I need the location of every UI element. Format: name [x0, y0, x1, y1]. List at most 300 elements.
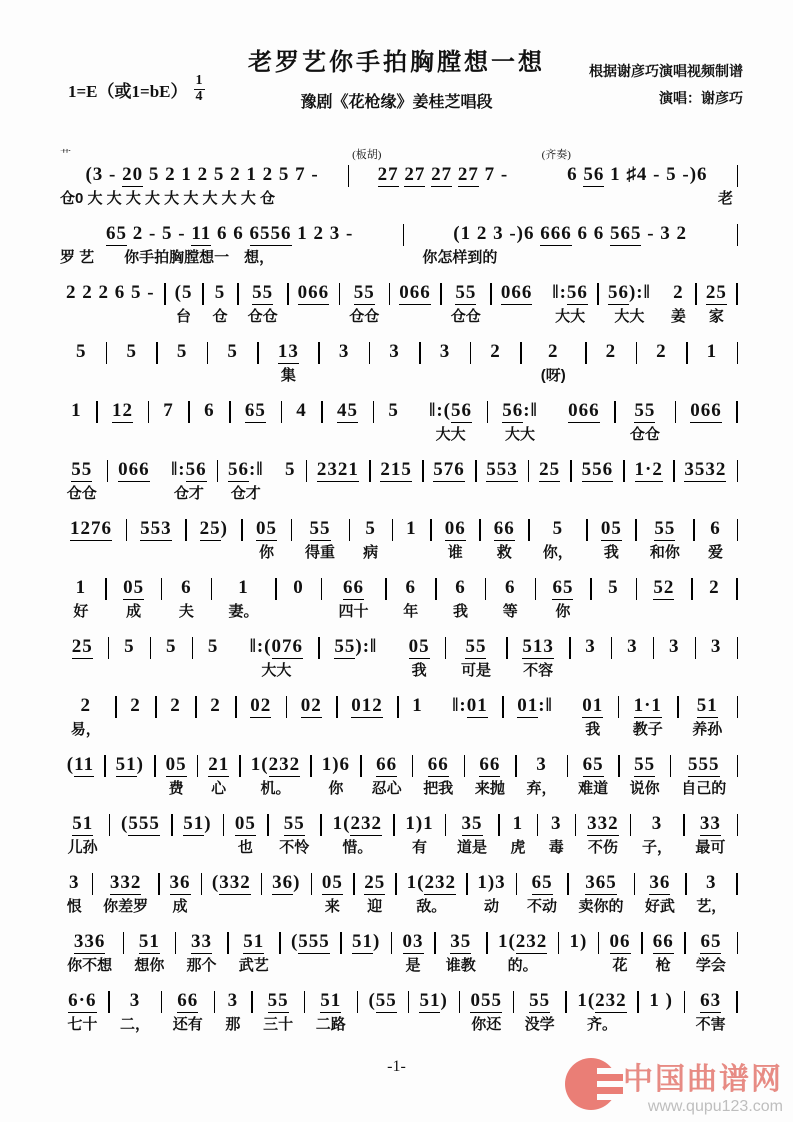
measure-cell: [445, 811, 498, 858]
measure-cell: [175, 929, 227, 976]
note-text: 3: [536, 754, 547, 775]
measure-cell: [56, 221, 403, 268]
measure-cell: [234, 634, 319, 681]
measure-cell: [412, 752, 464, 799]
measure-cell: [586, 339, 636, 386]
measure-cell: [636, 516, 694, 563]
note-text: 5: [227, 341, 238, 362]
lyric-text: [130, 542, 182, 563]
note-text: 55: [455, 282, 477, 303]
measure-cell: [56, 752, 105, 799]
note-text: (3 - 20 5 2 1 2 5 2 1 2 5 7 -: [85, 164, 319, 185]
lyric-text: 谁: [447, 544, 463, 561]
note-text: 1)6: [321, 754, 351, 775]
measure-cell: [286, 693, 337, 740]
measure-cell: [642, 929, 685, 976]
lyric-text: [393, 306, 437, 327]
measure-cell: [670, 752, 737, 799]
measure-cell: [56, 634, 108, 681]
note-text: 2: [80, 695, 91, 716]
measure-cell: [694, 516, 737, 563]
lyric-text: 恨: [66, 898, 82, 915]
measure-cell: [56, 457, 107, 504]
lyric-text: 不害: [695, 1016, 726, 1033]
note-text: 27 27 27 27 7 -: [377, 164, 509, 185]
note-text: 1276: [70, 518, 113, 539]
lyric-text: [196, 660, 230, 681]
measure-cell: [529, 516, 587, 563]
measure-cell: [436, 575, 486, 622]
lyric-text: 大大: [261, 662, 292, 679]
time-signature-numerator: 1: [195, 73, 203, 88]
note-text: 5: [126, 341, 137, 362]
measure-cell: [537, 811, 575, 858]
note-text: 5: [124, 636, 135, 657]
lyric-text: 敌。: [416, 898, 447, 915]
note-text: 365: [585, 872, 617, 893]
note-text: 56:‖: [228, 459, 264, 480]
note-text: 066: [690, 400, 722, 421]
measure-cell: [196, 693, 236, 740]
lyric-text: [640, 601, 688, 622]
measure-cell: [684, 811, 737, 858]
lyric-text: [161, 365, 203, 386]
note-text: 1: [71, 400, 82, 421]
measure-cell: [126, 516, 186, 563]
measure-cell: [276, 575, 321, 622]
measure-cell: [349, 516, 392, 563]
measure-cell: [535, 575, 591, 622]
note-text: 02: [250, 695, 272, 716]
measure-cell: [619, 752, 671, 799]
lyric-text: [326, 424, 369, 445]
measure-cell: [636, 339, 686, 386]
note-text: 1: [238, 577, 249, 598]
note-text: 55: [283, 813, 305, 834]
lyric-text: 儿孙: [67, 839, 98, 856]
note-text: 65: [552, 577, 574, 598]
lyric-text: [474, 365, 516, 386]
note-text: 1)1: [405, 813, 434, 834]
measure-cell: [467, 870, 517, 917]
measure-cell: [56, 398, 97, 445]
note-text: 36: [649, 872, 671, 893]
note-text: 2: [547, 341, 559, 362]
lyric-text: 四十: [338, 603, 369, 620]
measure-cell: [159, 870, 201, 917]
lyric-text: 最可: [695, 839, 726, 856]
measure-cell: [441, 280, 491, 327]
lyric-text: [480, 483, 525, 504]
measure-cell: [214, 988, 252, 1035]
lyric-text: 仓仓: [349, 308, 380, 325]
note-text: 05: [165, 754, 187, 775]
note-text: 55: [654, 518, 676, 539]
measure-cell: [470, 339, 520, 386]
music-system: [56, 575, 737, 622]
note-text: 2 2 2 6 5 -: [66, 282, 155, 303]
lyric-text: 难道: [578, 780, 609, 797]
note-text: 5: [214, 282, 226, 303]
note-text: 066: [500, 282, 533, 303]
note-text: ‖:56: [171, 459, 207, 480]
lyric-text: [109, 778, 151, 799]
note-text: 553: [140, 518, 172, 539]
lyric-text: 动: [483, 898, 499, 915]
lyric-text: 那: [225, 1016, 241, 1033]
note-text: 65 2 - 5 - 11 6 6 6556 1 2 3 -: [105, 223, 354, 244]
time-signature-denominator: 4: [195, 88, 203, 104]
lyric-text: 仓仓: [247, 308, 278, 325]
lyric-text: [60, 424, 93, 445]
measure-cell: [684, 988, 737, 1035]
note-text: 2: [210, 695, 221, 716]
measure-cell: [591, 575, 636, 622]
measure-cell: [687, 339, 737, 386]
note-text: (332: [211, 872, 251, 893]
lyric-text: [628, 483, 670, 504]
lyric-text: 还有: [172, 1016, 203, 1033]
measure-cell: [160, 457, 217, 504]
lyric-text: [154, 660, 188, 681]
measure-cell: [288, 280, 340, 327]
lyric-text: 你，: [542, 544, 573, 561]
measure-cell: [339, 280, 389, 327]
measure-cell: [56, 811, 109, 858]
lyric-text: 仓仓: [66, 485, 97, 502]
measure-cell: [516, 752, 568, 799]
lyric-text: [691, 365, 733, 386]
music-system: [56, 929, 737, 976]
lyric-text: 大大: [614, 308, 645, 325]
note-text: (5: [174, 282, 193, 303]
lyric-text: 你怎样到的: [407, 249, 498, 266]
note-text: 3: [439, 341, 451, 362]
measure-cell: [56, 280, 165, 327]
note-text: 1·2: [634, 459, 663, 480]
measure-cell: [197, 752, 240, 799]
lyric-text: 养孙: [692, 721, 723, 738]
lyric-text: 卖你的: [578, 898, 624, 915]
note-text: 332: [109, 872, 142, 893]
note-text: 66: [427, 754, 449, 775]
lyric-text: [699, 660, 733, 681]
music-system: [56, 870, 737, 917]
lyric-text: 妻。: [228, 603, 259, 620]
measure-cell: [566, 988, 638, 1035]
lyric-text: 仓仓: [450, 308, 481, 325]
measure-cell: [192, 634, 234, 681]
measure-cell: [217, 457, 274, 504]
measure-cell: [373, 398, 414, 445]
note-text: 65: [531, 872, 553, 893]
measure-cell: [211, 575, 276, 622]
lyric-text: [292, 306, 336, 327]
note-text: 55: [353, 282, 375, 303]
measure-cell: [321, 575, 386, 622]
measure-cell: [370, 457, 423, 504]
lyric-text: 虎: [510, 839, 526, 856]
lyric-text: 毒: [548, 839, 564, 856]
measure-cell: [203, 280, 238, 327]
measure-cell: [630, 811, 683, 858]
lyric-text: 罗 艺 你手拍胸膛想一 想，: [60, 249, 275, 266]
measure-cell: [291, 516, 349, 563]
lyric-text: 仓才: [173, 485, 204, 502]
music-system: [56, 634, 737, 681]
lyric-text: 我: [411, 662, 427, 679]
lyric-text: 道是: [457, 839, 488, 856]
note-text: 03: [402, 931, 424, 952]
measure-cell: [319, 339, 369, 386]
note-text: 1: [406, 518, 417, 539]
lyric-text: [323, 660, 389, 681]
lyric-text: [696, 601, 733, 622]
lyric-text: 大大: [555, 308, 586, 325]
note-text: 01:‖: [517, 695, 553, 716]
note-text: 33: [191, 931, 213, 952]
lyric-text: [176, 837, 220, 858]
note-text: 55: [634, 754, 656, 775]
note-text: 012: [351, 695, 383, 716]
measure-cell: [516, 870, 567, 917]
measure-cell: [675, 398, 737, 445]
lyric-text: 弃，: [526, 780, 557, 797]
lyric-text: 的。: [507, 957, 538, 974]
measure-cell: [228, 929, 280, 976]
lyric-text: 家: [708, 308, 724, 325]
note-text: 2: [656, 341, 667, 362]
measure-cell: [274, 457, 306, 504]
measure-cell: [686, 870, 737, 917]
page-number: -1-: [387, 1058, 406, 1075]
note-text: 5: [608, 577, 619, 598]
measure-cell: [148, 398, 189, 445]
lyric-text: [615, 660, 649, 681]
measure-cell: [106, 575, 162, 622]
measure-cell: [571, 457, 624, 504]
lyric-text: 也: [237, 839, 253, 856]
measure-cell: [106, 339, 156, 386]
lyric-text: 仓0 大 大 大 大 大 大 大 大 大 仓: [60, 190, 276, 207]
note-text: 3: [389, 341, 400, 362]
note-text: 6: [504, 577, 516, 598]
note-text: 36: [169, 872, 191, 893]
note-text: 5: [75, 341, 87, 362]
lyric-text: [678, 483, 733, 504]
lyric-text: 我: [452, 603, 468, 620]
measure-cell: [157, 339, 207, 386]
measure-cell: [236, 693, 287, 740]
lyric-text: [590, 365, 632, 386]
note-text: 51: [138, 931, 160, 952]
note-text: 55: [252, 282, 274, 303]
measure-cell: [186, 516, 242, 563]
lyric-text: [280, 601, 317, 622]
measure-cell: [423, 457, 476, 504]
note-text: 05: [234, 813, 256, 834]
note-text: 4: [296, 400, 307, 421]
note-text: 55: [309, 518, 331, 539]
note-text: 56:‖: [502, 400, 538, 421]
lyric-text: [290, 719, 333, 740]
measure-cell: [189, 398, 230, 445]
note-text: 6 56 1 ♯4 - 5 -)6: [567, 164, 708, 185]
lyric-text: [111, 483, 156, 504]
note-text: 66: [493, 518, 515, 539]
lyric-text: 费: [168, 780, 184, 797]
measure-cell: [156, 693, 196, 740]
note-text: 7: [163, 400, 174, 421]
lyric-text: 二路: [315, 1016, 346, 1033]
lyric-text: 台: [176, 308, 192, 325]
measure-cell: [391, 929, 434, 976]
annotation-text: 艹: [60, 149, 71, 161]
music-notation: [56, 148, 737, 1035]
lyric-text: 你: [328, 780, 344, 797]
measure-cell: [207, 339, 257, 386]
lyric-text: [200, 719, 232, 740]
lyric-text: [60, 778, 101, 799]
note-text: 13: [277, 341, 299, 362]
lyric-text: 集: [280, 367, 296, 384]
measure-cell: [341, 929, 392, 976]
music-system: [56, 280, 737, 327]
note-text: 6: [181, 577, 192, 598]
measure-cell: [161, 575, 211, 622]
note-text: 36): [272, 872, 301, 893]
lyric-text: 枪: [655, 957, 671, 974]
lyric-text: 等: [502, 603, 518, 620]
lyric-text: [532, 483, 566, 504]
measure-cell: [258, 339, 319, 386]
lyric-text: [265, 896, 307, 917]
lyric-text: [640, 365, 682, 386]
watermark-url: www.qupu123.com: [647, 1098, 783, 1115]
note-text: 1): [569, 931, 588, 952]
note-text: 2: [490, 341, 501, 362]
measure-cell: [56, 339, 106, 386]
note-text: 01: [582, 695, 604, 716]
note-text: 05: [408, 636, 430, 657]
measure-cell: [223, 811, 267, 858]
note-text: 02: [300, 695, 322, 716]
note-text: 35: [461, 813, 483, 834]
measure-cell: [487, 929, 559, 976]
note-text: 25: [539, 459, 561, 480]
lyric-text: [101, 424, 144, 445]
measure-cell: [568, 693, 619, 740]
measure-cell: [570, 634, 612, 681]
measure-cell: [238, 280, 288, 327]
note-text: (555: [121, 813, 160, 834]
measure-cell: [420, 339, 470, 386]
measure-cell: [56, 929, 123, 976]
lyric-text: [507, 719, 564, 740]
measure-cell: [56, 988, 109, 1035]
lyric-text: 不容: [523, 662, 554, 679]
note-text: 3: [706, 872, 717, 893]
lyric-text: 是: [405, 957, 421, 974]
measure-cell: [56, 693, 116, 740]
note-text: 35: [450, 931, 472, 952]
note-text: 1(232: [250, 754, 301, 775]
note-text: 3532: [684, 459, 727, 480]
note-text: 55: [634, 400, 656, 421]
note-text: 1·1: [633, 695, 662, 716]
annotation-text: (板胡): [352, 149, 382, 161]
measure-cell: [636, 575, 692, 622]
note-text: ‖:01: [452, 695, 488, 716]
lyric-text: [345, 955, 388, 976]
note-text: 1: [75, 577, 87, 598]
music-system: [56, 398, 737, 445]
note-text: 45: [337, 400, 359, 421]
measure-cell: [252, 988, 305, 1035]
note-text: 1: [412, 695, 423, 716]
measure-cell: [56, 148, 348, 209]
measure-cell: [575, 811, 630, 858]
lyric-text: 和你: [649, 544, 680, 561]
measure-cell: [240, 752, 311, 799]
lyric-text: 心: [211, 780, 227, 797]
lyric-text: 说你: [629, 780, 660, 797]
note-text: 1(232: [406, 872, 456, 893]
measure-cell: [393, 634, 445, 681]
key-signature: [68, 74, 205, 104]
measure-cell: [480, 516, 529, 563]
lyric-text: [575, 483, 620, 504]
note-text: 05: [600, 518, 622, 539]
measure-cell: [487, 398, 553, 445]
lyric-text: [424, 365, 466, 386]
note-text: ‖:(076: [249, 636, 304, 657]
lyric-text: [323, 365, 365, 386]
lyric-text: [112, 660, 146, 681]
key-signature-text: 1=E（或1=bE）: [68, 81, 188, 101]
note-text: 6·6: [68, 990, 97, 1011]
note-text: 51: [72, 813, 94, 834]
note-text: 2321: [316, 459, 359, 480]
measure-cell: [92, 870, 158, 917]
note-text: 3: [710, 636, 722, 657]
note-text: 51): [115, 754, 144, 775]
music-system: [56, 693, 737, 740]
note-text: 066: [297, 282, 330, 303]
note-text: ‖:56: [552, 282, 588, 303]
measure-cell: [507, 634, 570, 681]
note-text: 65: [582, 754, 604, 775]
measure-cell: [155, 752, 198, 799]
note-text: 556: [581, 459, 614, 480]
note-text: 12: [111, 400, 133, 421]
measure-cell: [634, 870, 685, 917]
measure-cell: [56, 575, 106, 622]
lyric-text: 惜。: [342, 839, 373, 856]
lyric-text: 仓才: [230, 485, 261, 502]
note-text: 576: [433, 459, 465, 480]
note-text: 25: [71, 636, 93, 657]
lyric-text: 好武: [644, 898, 675, 915]
lyric-text: 谁教: [445, 957, 476, 974]
measure-cell: [389, 280, 441, 327]
measure-cell: [521, 339, 586, 386]
lyric-text: 病: [363, 544, 379, 561]
lyric-text: [60, 365, 102, 386]
note-text: 5: [284, 459, 296, 480]
note-text: 33: [699, 813, 721, 834]
lyric-text: [427, 483, 472, 504]
